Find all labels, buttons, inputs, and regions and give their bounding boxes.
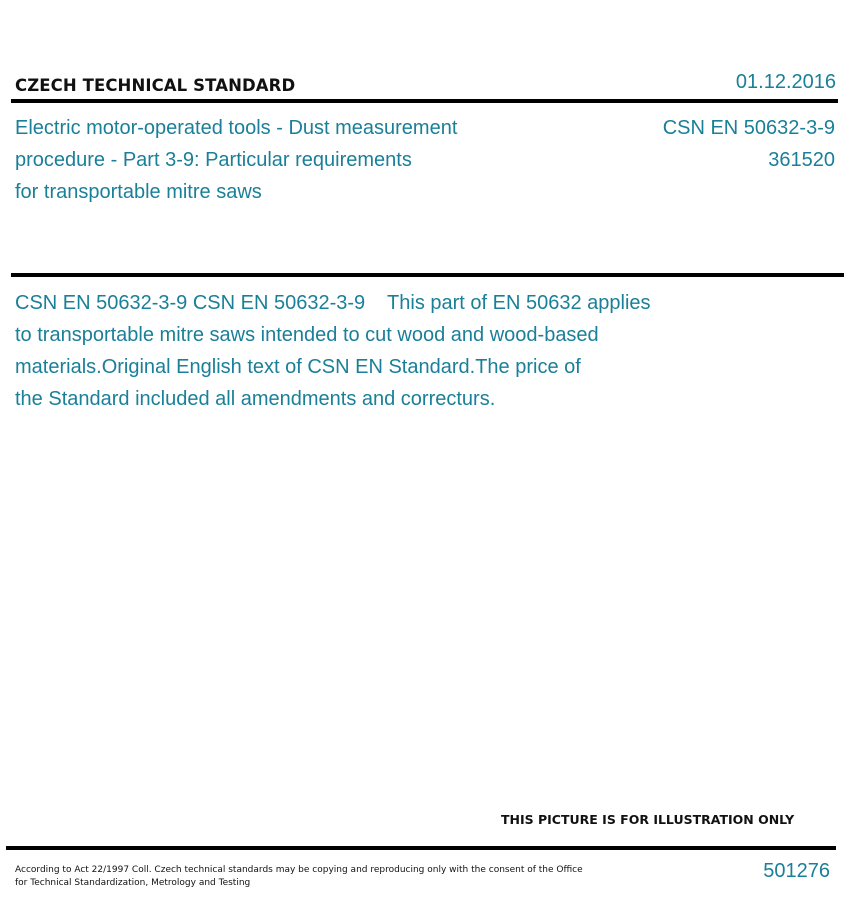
publication-date: 01.12.2016 — [735, 71, 836, 93]
summary-line: the Standard included all amendments and correcturs. — [15, 388, 496, 410]
illustration-disclaimer: THIS PICTURE IS FOR ILLUSTRATION ONLY — [501, 812, 795, 827]
standard-title-line: procedure - Part 3-9: Particular requirements — [15, 149, 412, 171]
summary-line: materials.Original English text of CSN EN Standard.The price of — [15, 356, 581, 378]
standard-title-line: for transportable mitre saws — [15, 181, 262, 203]
section-divider — [11, 273, 844, 277]
standard-designation: CSN EN 50632-3-9 — [662, 117, 835, 139]
summary-line: to transportable mitre saws intended to cut wood and wood-based — [15, 324, 599, 346]
standard-codes — [663, 112, 835, 176]
legal-notice — [15, 864, 595, 890]
legal-notice-line: According to Act 22/1997 Coll. Czech technical standards may be copying and reproducing only with the consent of the Office — [15, 865, 583, 875]
summary-line: CSN EN 50632-3-9 CSN EN 50632-3-9 This part of EN 50632 applies — [15, 292, 651, 314]
header-divider — [11, 99, 838, 103]
standard-title-line: Electric motor-operated tools - Dust measurement — [15, 117, 458, 139]
catalog-number: 501276 — [763, 860, 830, 882]
classification-code: 361520 — [768, 149, 835, 171]
standard-title — [15, 112, 535, 208]
standard-summary — [15, 287, 755, 415]
footer-divider — [6, 846, 836, 850]
legal-notice-line: for Technical Standardization, Metrology and Testing — [15, 878, 251, 888]
document-type-heading: CZECH TECHNICAL STANDARD — [15, 76, 296, 95]
